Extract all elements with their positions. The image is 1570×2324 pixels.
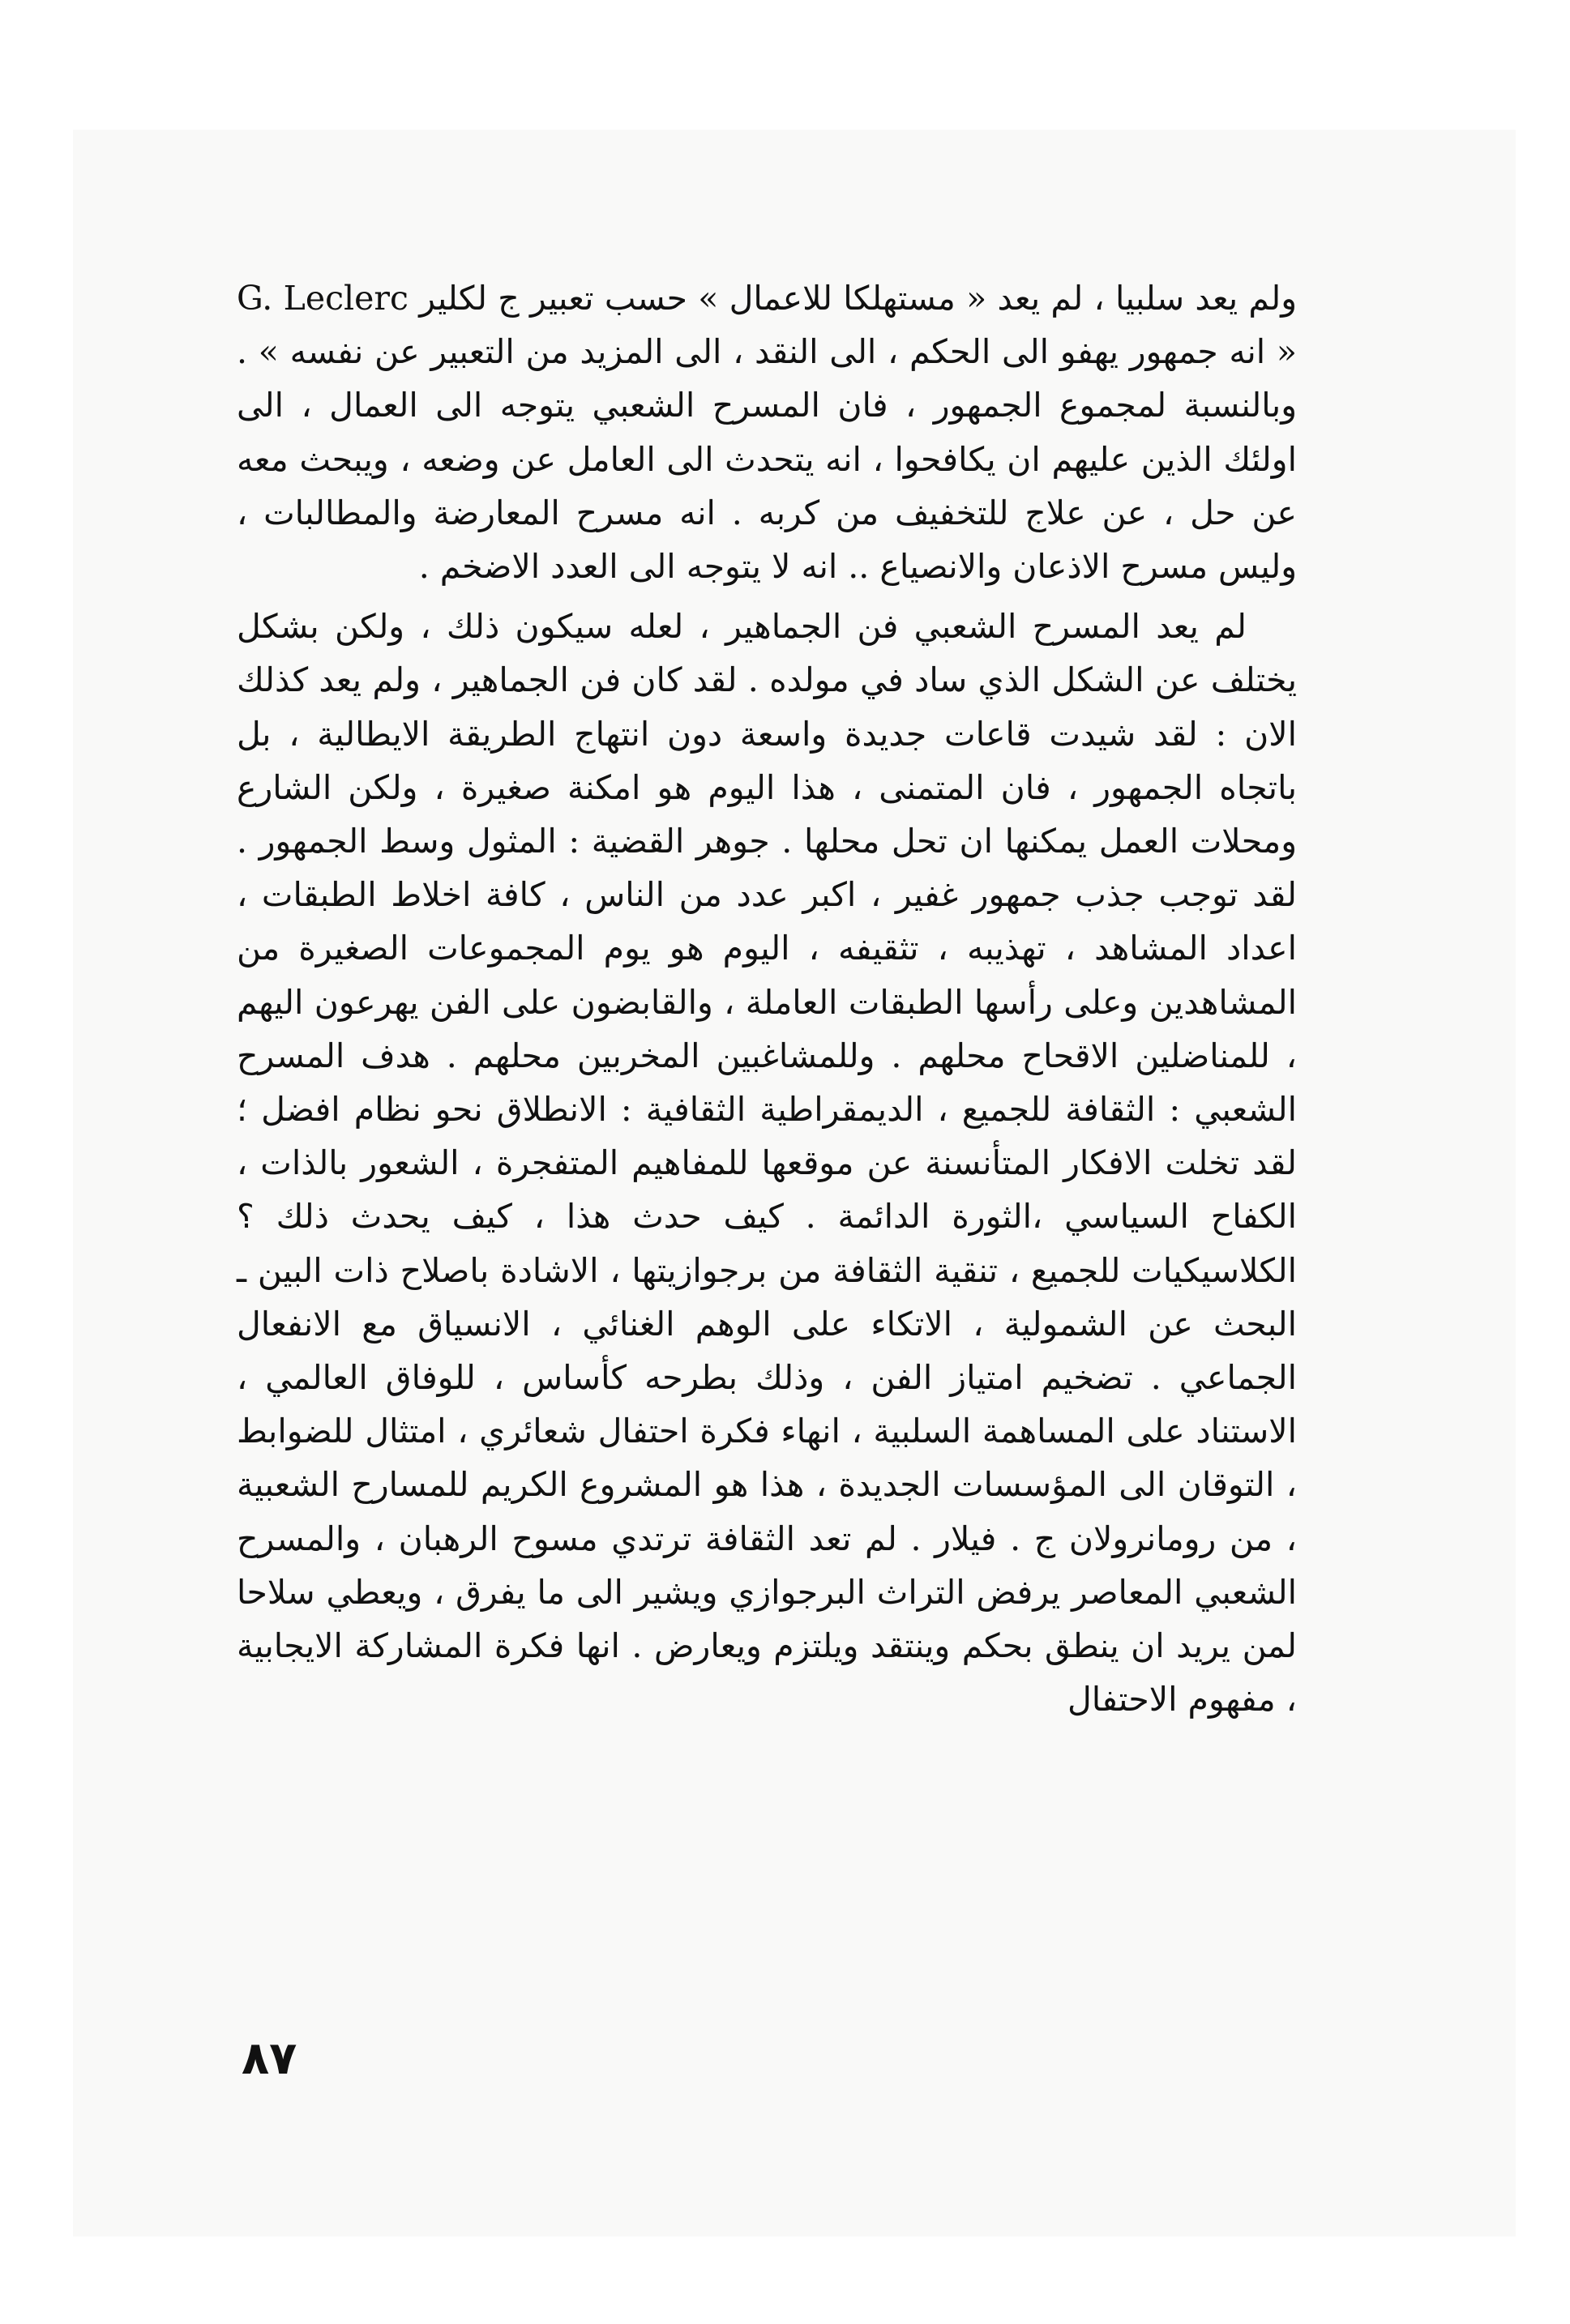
page-number: ٨٧ <box>242 2032 297 2085</box>
paragraph-2: لم يعد المسرح الشعبي فن الجماهير ، لعله سيكون ذلك ، ولكن بشكل يختلف عن الشكل الذي ساد في مولده . لقد كان فن الجماهير ، ولم يعد كذلك الان : لقد شيدت قاعات جديدة واسعة دون انتهاج الطريقة الايطالية ، بل باتجاه الجمهور ، فان المتمنى ، هذا اليوم هو امكنة صغيرة ، ولكن الشارع ومحلات العمل يمكنها ان تحل محلها . جوهر القضية : المثول وسط الجمهور . لقد توجب جذب جمهور غفير ، اكبر عدد من الناس ، كافة اخلاط الطبقات ، اعداد المشاهد ، تهذيبه ، تثقيفه ، اليوم هو يوم المجموعات الصغيرة من المشاهدين وعلى رأسها الطبقات العاملة ، والقابضون على الفن يهرعون اليهم ، للمناضلين الاقحاح محلهم . وللمشاغبين المخربين محلهم . هدف المسرح الشعبي : الثقافة للجميع ، الديمقراطية الثقافية : الانطلاق نحو نظام افضل ؛ لقد تخلت الافكار المتأنسنة عن موقعها للمفاهيم المتفجرة ، الشعور بالذات ، الكفاح السياسي ،الثورة الدائمة . كيف حدث هذا ، كيف يحدث ذلك ؟ الكلاسيكيات للجميع ، تنقية الثقافة من برجوازيتها ، الاشادة باصلاح ذات البين ـ البحث عن الشمولية ، الاتكاء على الوهم الغنائي ، الانسياق مع الانفعال الجماعي . تضخيم امتياز الفن ، وذلك بطرحه كأساس ، للوفاق العالمي ، الاستناد على المساهمة السلبية ، انهاء فكرة احتفال شعائري ، امتثال للضوابط ، التوقان الى المؤسسات الجديدة ، هذا هو المشروع الكريم للمسارح الشعبية ، من رومانرولان ج . فيلار . لم تعد الثقافة ترتدي مسوح الرهبان ، والمسرح الشعبي المعاصر يرفض التراث البرجوازي ويشير الى ما يفرق ، ويعطي سلاحا لمن يريد ان ينطق بحكم وينتقد ويلتزم ويعارض . انها فكرة المشاركة الايجابية ، مفهوم الاحتفال <box>237 607 1297 1720</box>
paragraph-1: ولم يعد سلبيا ، لم يعد « مستهلكا للاعمال » حسب تعبير ج لكلير G. Leclerc « انه جمهور يهفو الى الحكم ، الى النقد ، الى المزيد من التعبير عن نفسه » . وبالنسبة لمجموع الجمهور ، فان المسرح الشعبي يتوجه الى العمال ، الى اولئك الذين عليهم ان يكافحوا ، انه يتحدث الى العامل عن وضعه ، ويبحث معه عن حل ، عن علاج للتخفيف من كربه . انه مسرح المعارضة والمطالبات ، وليس مسرح الاذعان والانصياع .. انه لا يتوجه الى العدد الاضخم . <box>237 279 1297 587</box>
body-text <box>237 271 1297 1726</box>
